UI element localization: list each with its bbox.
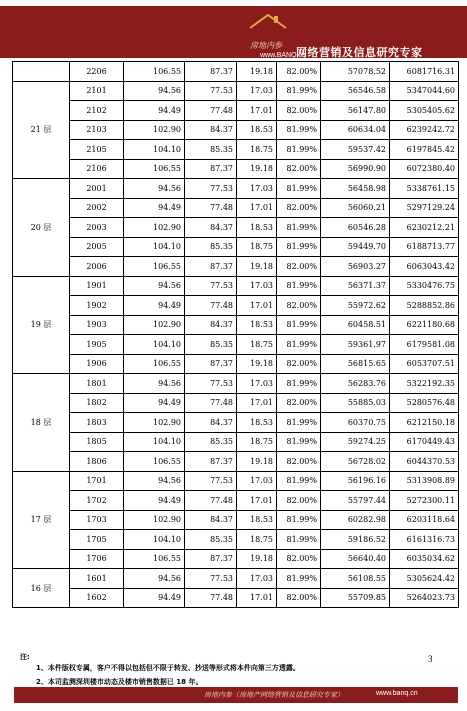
cell-price: 56903.27: [321, 257, 390, 277]
cell-pct: 82.00%: [277, 393, 321, 413]
cell-total: 6053707.51: [390, 354, 459, 374]
cell-pct: 81.99%: [277, 120, 321, 140]
table-row: [13, 179, 459, 199]
cell-room: 2102: [70, 101, 124, 121]
cell-c: 18.53: [237, 315, 277, 335]
footer-banner: [14, 687, 458, 703]
cell-room: 1902: [70, 296, 124, 316]
cell-price: 56196.16: [321, 471, 390, 491]
cell-pct: 81.99%: [277, 140, 321, 160]
cell-total: 6221180.68: [390, 315, 459, 335]
cell-a: 94.49: [124, 198, 185, 218]
floor-label: 21 层: [13, 81, 70, 179]
cell-total: 6188713.77: [390, 237, 459, 257]
cell-c: 17.01: [237, 101, 277, 121]
table-row: [13, 354, 459, 374]
cell-room: 1805: [70, 432, 124, 452]
cell-c: 19.18: [237, 62, 277, 82]
table-row: [13, 335, 459, 355]
cell-c: 17.03: [237, 569, 277, 589]
cell-c: 19.18: [237, 257, 277, 277]
table-row: [13, 452, 459, 472]
cell-pct: 81.99%: [277, 471, 321, 491]
table-row: [13, 530, 459, 550]
cell-total: 5313908.89: [390, 471, 459, 491]
cell-a: 94.56: [124, 81, 185, 101]
cell-price: 60370.75: [321, 413, 390, 433]
cell-a: 104.10: [124, 335, 185, 355]
logo-url: www.BANQ.cn: [260, 52, 306, 59]
table-row: [13, 62, 459, 82]
cell-b: 77.53: [185, 81, 237, 101]
cell-price: 60634.04: [321, 120, 390, 140]
cell-room: 2105: [70, 140, 124, 160]
cell-price: 59537.42: [321, 140, 390, 160]
cell-pct: 81.99%: [277, 276, 321, 296]
cell-a: 102.90: [124, 120, 185, 140]
cell-c: 18.53: [237, 413, 277, 433]
cell-room: 1905: [70, 335, 124, 355]
table-row: [13, 140, 459, 160]
cell-b: 77.48: [185, 296, 237, 316]
cell-pct: 81.99%: [277, 81, 321, 101]
cell-room: 1703: [70, 510, 124, 530]
table-row: [13, 120, 459, 140]
cell-total: 6230212.21: [390, 218, 459, 238]
footer-url: www.banq.cn: [376, 690, 418, 697]
cell-b: 85.35: [185, 530, 237, 550]
cell-c: 17.03: [237, 374, 277, 394]
cell-pct: 81.99%: [277, 315, 321, 335]
header-banner: [0, 6, 467, 58]
cell-b: 77.48: [185, 588, 237, 608]
cell-total: 6197845.42: [390, 140, 459, 160]
cell-room: 1806: [70, 452, 124, 472]
cell-pct: 82.00%: [277, 198, 321, 218]
cell-pct: 82.00%: [277, 452, 321, 472]
cell-c: 17.03: [237, 471, 277, 491]
cell-price: 56815.65: [321, 354, 390, 374]
cell-total: 6063043.42: [390, 257, 459, 277]
cell-c: 19.18: [237, 549, 277, 569]
cell-pct: 82.00%: [277, 257, 321, 277]
cell-c: 18.75: [237, 335, 277, 355]
cell-b: 87.37: [185, 257, 237, 277]
cell-total: 6179581.08: [390, 335, 459, 355]
cell-b: 77.53: [185, 569, 237, 589]
cell-total: 6081716.31: [390, 62, 459, 82]
cell-room: 1702: [70, 491, 124, 511]
cell-price: 55885.03: [321, 393, 390, 413]
cell-a: 106.55: [124, 159, 185, 179]
price-table: [12, 61, 459, 608]
cell-a: 106.55: [124, 354, 185, 374]
cell-price: 55972.62: [321, 296, 390, 316]
cell-a: 94.56: [124, 471, 185, 491]
cell-room: 1906: [70, 354, 124, 374]
cell-room: 2006: [70, 257, 124, 277]
cell-price: 59186.52: [321, 530, 390, 550]
cell-c: 19.18: [237, 354, 277, 374]
cell-pct: 81.99%: [277, 530, 321, 550]
cell-a: 102.90: [124, 413, 185, 433]
cell-total: 5288852.86: [390, 296, 459, 316]
cell-room: 2101: [70, 81, 124, 101]
cell-price: 56458.98: [321, 179, 390, 199]
cell-b: 77.53: [185, 374, 237, 394]
cell-total: 5305405.62: [390, 101, 459, 121]
cell-c: 17.01: [237, 588, 277, 608]
cell-total: 6203118.64: [390, 510, 459, 530]
cell-pct: 81.99%: [277, 413, 321, 433]
cell-b: 77.48: [185, 101, 237, 121]
cell-total: 6212150.18: [390, 413, 459, 433]
cell-b: 84.37: [185, 120, 237, 140]
cell-total: 5280576.48: [390, 393, 459, 413]
cell-pct: 82.00%: [277, 296, 321, 316]
cell-price: 56060.21: [321, 198, 390, 218]
cell-a: 94.49: [124, 296, 185, 316]
cell-room: 2103: [70, 120, 124, 140]
cell-pct: 82.00%: [277, 354, 321, 374]
cell-c: 18.53: [237, 120, 277, 140]
cell-c: 18.75: [237, 432, 277, 452]
cell-b: 84.37: [185, 413, 237, 433]
cell-a: 102.90: [124, 218, 185, 238]
cell-pct: 81.99%: [277, 569, 321, 589]
floor-label: [13, 62, 70, 82]
cell-total: 5330476.75: [390, 276, 459, 296]
cell-c: 18.75: [237, 140, 277, 160]
cell-b: 84.37: [185, 315, 237, 335]
cell-pct: 81.99%: [277, 237, 321, 257]
table-row: [13, 276, 459, 296]
cell-c: 17.03: [237, 276, 277, 296]
cell-c: 18.53: [237, 218, 277, 238]
cell-price: 60546.28: [321, 218, 390, 238]
table-row: [13, 491, 459, 511]
table-row: [13, 237, 459, 257]
table-row: [13, 315, 459, 335]
cell-c: 17.01: [237, 491, 277, 511]
cell-total: 5297129.24: [390, 198, 459, 218]
cell-a: 104.10: [124, 432, 185, 452]
cell-a: 102.90: [124, 510, 185, 530]
cell-a: 94.49: [124, 588, 185, 608]
cell-price: 60458.51: [321, 315, 390, 335]
cell-room: 2206: [70, 62, 124, 82]
cell-a: 94.56: [124, 569, 185, 589]
cell-room: 2106: [70, 159, 124, 179]
cell-price: 56990.90: [321, 159, 390, 179]
floor-label: 16 层: [13, 569, 70, 608]
cell-total: 5272300.11: [390, 491, 459, 511]
floor-label: 19 层: [13, 276, 70, 374]
cell-a: 106.55: [124, 452, 185, 472]
table-row: [13, 101, 459, 121]
cell-price: 56283.76: [321, 374, 390, 394]
cell-pct: 81.99%: [277, 218, 321, 238]
cell-room: 1801: [70, 374, 124, 394]
cell-a: 106.55: [124, 257, 185, 277]
cell-c: 18.75: [237, 237, 277, 257]
cell-price: 60282.98: [321, 510, 390, 530]
cell-c: 17.01: [237, 296, 277, 316]
cell-room: 1706: [70, 549, 124, 569]
cell-total: 5338761.15: [390, 179, 459, 199]
cell-room: 1601: [70, 569, 124, 589]
cell-total: 6239242.72: [390, 120, 459, 140]
cell-total: 5322192.35: [390, 374, 459, 394]
page-number: 3: [428, 654, 433, 664]
cell-price: 59274.25: [321, 432, 390, 452]
table-row: [13, 81, 459, 101]
table-row: [13, 549, 459, 569]
cell-a: 94.56: [124, 179, 185, 199]
cell-b: 87.37: [185, 62, 237, 82]
cell-b: 77.53: [185, 471, 237, 491]
cell-total: 6035034.62: [390, 549, 459, 569]
cell-price: 56546.58: [321, 81, 390, 101]
cell-pct: 81.99%: [277, 179, 321, 199]
floor-label: 17 层: [13, 471, 70, 569]
table-row: [13, 218, 459, 238]
cell-total: 5264023.73: [390, 588, 459, 608]
cell-price: 56371.37: [321, 276, 390, 296]
cell-total: 5305624.42: [390, 569, 459, 589]
note-monitoring: 2、本司监测深圳楼市动态及楼市销售数据已 18 年。: [36, 678, 203, 686]
cell-b: 87.37: [185, 452, 237, 472]
cell-c: 19.18: [237, 452, 277, 472]
cell-pct: 81.99%: [277, 510, 321, 530]
cell-total: 6072380.40: [390, 159, 459, 179]
cell-a: 102.90: [124, 315, 185, 335]
cell-total: 6161316.73: [390, 530, 459, 550]
note-copyright: 1、本件版权专属，客户不得以包括但不限于转发、抄送等形式将本件向第三方透露。: [36, 664, 300, 672]
cell-room: 2001: [70, 179, 124, 199]
table-row: [13, 393, 459, 413]
cell-price: 56728.02: [321, 452, 390, 472]
cell-a: 94.49: [124, 491, 185, 511]
cell-a: 94.56: [124, 276, 185, 296]
cell-b: 77.48: [185, 491, 237, 511]
cell-price: 56640.40: [321, 549, 390, 569]
cell-a: 106.55: [124, 62, 185, 82]
cell-price: 56147.80: [321, 101, 390, 121]
table-row: [13, 432, 459, 452]
cell-room: 2005: [70, 237, 124, 257]
header-title: 网络营销及信息研究专家: [296, 46, 423, 59]
table-row: [13, 159, 459, 179]
cell-room: 1705: [70, 530, 124, 550]
cell-a: 94.49: [124, 101, 185, 121]
cell-room: 1901: [70, 276, 124, 296]
cell-b: 77.48: [185, 393, 237, 413]
cell-price: 56108.55: [321, 569, 390, 589]
table-row: [13, 471, 459, 491]
cell-b: 84.37: [185, 218, 237, 238]
table-row: [13, 588, 459, 608]
cell-pct: 82.00%: [277, 588, 321, 608]
cell-room: 1802: [70, 393, 124, 413]
cell-c: 19.18: [237, 159, 277, 179]
cell-a: 104.10: [124, 140, 185, 160]
cell-b: 87.37: [185, 549, 237, 569]
cell-total: 6044370.53: [390, 452, 459, 472]
cell-a: 104.10: [124, 237, 185, 257]
table-row: [13, 198, 459, 218]
house-roof-icon: [248, 12, 288, 30]
table-row: [13, 374, 459, 394]
cell-a: 106.55: [124, 549, 185, 569]
cell-b: 77.48: [185, 198, 237, 218]
cell-b: 84.37: [185, 510, 237, 530]
cell-room: 2003: [70, 218, 124, 238]
cell-c: 17.03: [237, 179, 277, 199]
cell-b: 85.35: [185, 237, 237, 257]
cell-room: 1903: [70, 315, 124, 335]
cell-price: 55709.85: [321, 588, 390, 608]
cell-price: 55797.44: [321, 491, 390, 511]
cell-c: 18.53: [237, 510, 277, 530]
table-row: [13, 296, 459, 316]
notes-title: 注:: [20, 653, 30, 661]
cell-room: 1602: [70, 588, 124, 608]
cell-c: 17.03: [237, 81, 277, 101]
cell-b: 85.35: [185, 432, 237, 452]
cell-b: 85.35: [185, 140, 237, 160]
cell-pct: 82.00%: [277, 491, 321, 511]
cell-pct: 81.99%: [277, 335, 321, 355]
cell-pct: 82.00%: [277, 101, 321, 121]
cell-b: 77.53: [185, 276, 237, 296]
table-row: [13, 510, 459, 530]
cell-pct: 82.00%: [277, 62, 321, 82]
cell-pct: 81.99%: [277, 432, 321, 452]
cell-room: 1701: [70, 471, 124, 491]
table-row: [13, 257, 459, 277]
table-row: [13, 413, 459, 433]
cell-total: 6170449.43: [390, 432, 459, 452]
cell-total: 5347044.60: [390, 81, 459, 101]
floor-label: 20 层: [13, 179, 70, 277]
cell-pct: 81.99%: [277, 374, 321, 394]
cell-b: 85.35: [185, 335, 237, 355]
cell-price: 57078.52: [321, 62, 390, 82]
cell-b: 77.53: [185, 179, 237, 199]
cell-pct: 82.00%: [277, 549, 321, 569]
cell-a: 94.56: [124, 374, 185, 394]
logo-script: 房地内参: [250, 41, 282, 50]
cell-a: 94.49: [124, 393, 185, 413]
cell-b: 87.37: [185, 354, 237, 374]
cell-a: 104.10: [124, 530, 185, 550]
cell-c: 18.75: [237, 530, 277, 550]
cell-c: 17.01: [237, 393, 277, 413]
cell-price: 59449.70: [321, 237, 390, 257]
cell-b: 87.37: [185, 159, 237, 179]
cell-room: 2002: [70, 198, 124, 218]
table-row: [13, 569, 459, 589]
footer-text: 房地内参（房地产网络营销及信息研究专家）: [204, 691, 344, 699]
cell-c: 17.01: [237, 198, 277, 218]
floor-label: 18 层: [13, 374, 70, 472]
cell-room: 1803: [70, 413, 124, 433]
cell-price: 59361.97: [321, 335, 390, 355]
cell-pct: 82.00%: [277, 159, 321, 179]
